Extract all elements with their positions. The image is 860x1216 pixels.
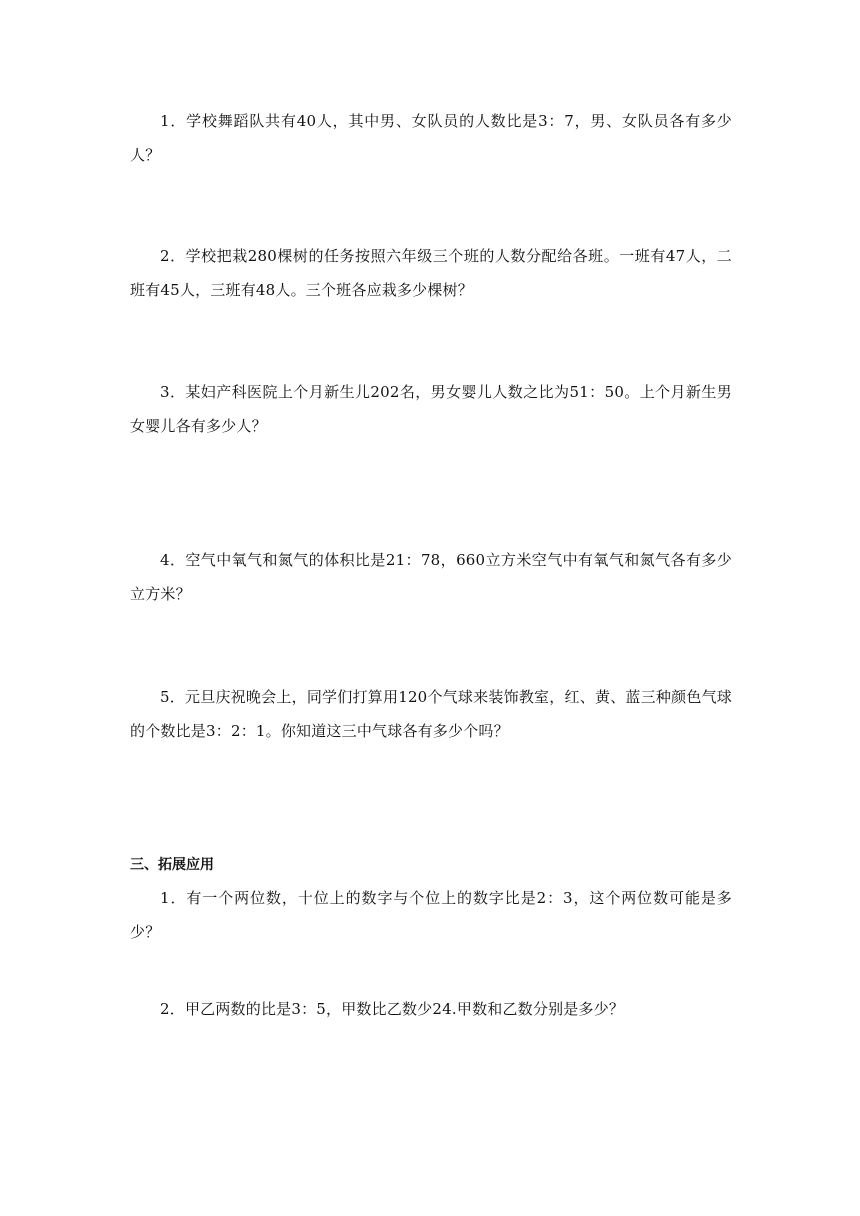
extension-question-1: 1．有一个两位数，十位上的数字与个位上的数字比是2：3，这个两位数可能是多少？ <box>130 889 732 941</box>
question-4: 4．空气中氧气和氮气的体积比是21：78，660立方米空气中有氧气和氮气各有多少立方米？ <box>130 551 732 603</box>
question-5: 5．元旦庆祝晚会上，同学们打算用120个气球来装饰教室，红、黄、蓝三种颜色气球的个数比是3：2：1。你知道这三中气球各有多少个吗？ <box>130 688 732 740</box>
question-2: 2．学校把栽280棵树的任务按照六年级三个班的人数分配给各班。一班有47人，二班有45人，三班有48人。三个班各应栽多少棵树？ <box>130 247 732 299</box>
extension-question-2: 2．甲乙两数的比是3：5，甲数比乙数少24.甲数和乙数分别是多少？ <box>160 1000 625 1018</box>
section-heading-extension: 三、拓展应用 <box>130 857 214 873</box>
question-1: 1．学校舞蹈队共有40人，其中男、女队员的人数比是3：7，男、女队员各有多少人？ <box>130 112 732 164</box>
question-3: 3．某妇产科医院上个月新生儿202名，男女婴儿人数之比为51：50。上个月新生男女婴儿各有多少人？ <box>130 383 732 435</box>
